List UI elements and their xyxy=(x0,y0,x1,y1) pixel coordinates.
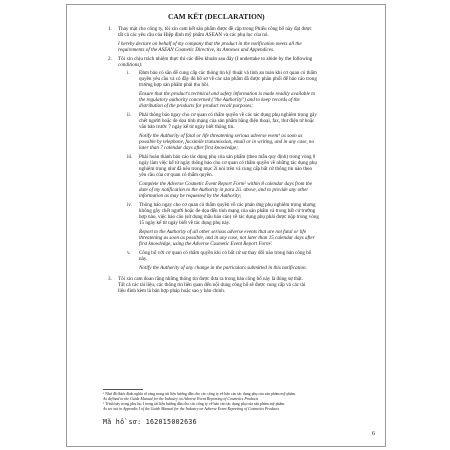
text-line: quyền yêu cầu và có đầy đủ hồ sơ về các sản phẩm đã được phân phối để báo cáo trong xyxy=(139,76,317,82)
footnote-separator xyxy=(103,389,143,390)
text-line: Report to the Authority of all other serious adverse events that are not fatal or life xyxy=(139,229,307,235)
text-line: ² Trình bày trong phụ lục I trong tài liệu hướng dẫn cho các công ty về báo cáo tác dụng phụ của sản phẩm mỹ phẩm. xyxy=(103,402,286,406)
text-line: 1. xyxy=(108,26,112,32)
text-line: tất cả các yêu cầu của Hiệp định mỹ phẩm ASEAN và các phụ lục của nó. xyxy=(118,32,269,38)
document-code: Mã hồ sơ: 162015002636 xyxy=(103,418,197,426)
text-line: later than 7 calendar days after first knowledge; xyxy=(139,145,238,151)
text-line: Phải hoàn thành báo cáo tác dụng phụ của sản phẩm (theo mẫu quy định) trong vòng 8 xyxy=(139,154,316,160)
text-line: yêu cầu của cơ quan có thẩm quyền. xyxy=(139,172,213,178)
text-line: 3. xyxy=(108,276,112,282)
text-line: conditions): xyxy=(118,62,143,68)
text-line: Công bố với cơ quan có thẩm quyền khi có bất cứ sự thay đổi nào trong bản công bố xyxy=(139,250,312,256)
text-line: Thông báo ngay cho cơ quan có thẩm quyền về các phản ứng phụ nghiêm trọng nhưng xyxy=(139,202,316,208)
text-line: Notify the Authority of fatal or life threatening serious adverse event¹ as soon as xyxy=(139,133,303,139)
page-title: CAM KẾT (DECLARATION) xyxy=(168,12,265,21)
text-line: liệu đính kèm là bản hợp pháp hoặc sao y bản chính. xyxy=(118,288,226,294)
text-line: văn bản trước 7 ngày kể từ ngày biết thông tin. xyxy=(139,124,235,130)
text-line: I hereby declare on behalf of my company that the product in the notification meets all the xyxy=(118,41,302,47)
text-line: ngày làm việc kể từ ngày thông báo cho cơ quan có thẩm quyền về những tác dụng phụ xyxy=(139,160,317,166)
text-line: này. xyxy=(139,256,148,262)
text-line: Notify the Authority of any change in the particulars submitted in this notification. xyxy=(139,265,307,271)
text-line: As defined in the Guide Manual for the Industry on Adverse Event Reporting of Cosmetics Products xyxy=(103,397,259,401)
text-line: ii. xyxy=(127,112,132,118)
text-line: nghiêm trọng như đã nêu trong mục 2i nói trên và cung cấp bất cứ thông tin nào theo xyxy=(139,166,313,172)
text-line: Ensure that the product's technical and safety information is made readily available to xyxy=(139,91,316,97)
text-line: Phải thông báo ngay cho cơ quan có thẩm quyền về các tác dụng phụ nghiêm trọng gây xyxy=(139,112,317,118)
text-line: ¹ Như đã được định nghĩa rõ ràng trong tài liệu hướng dẫn cho các công ty về báo cáo tác dụng phụ của sản phẩm mỹ phẩm. xyxy=(103,392,297,396)
text-line: As set out in Appendix I of the Guide Manual for the Industry on Adverse Event Reporting of Cosmetics Products xyxy=(103,407,279,411)
text-line: distribution of the products for product recall purposes; xyxy=(139,103,253,109)
text-line: Complete the Adverse Cosmetic Event Report Form² within 8 calendar days from the xyxy=(139,181,312,187)
text-line: iii. xyxy=(127,154,133,160)
text-line: Tôi xin chịu trách nhiệm thực thi các điều khoản sau đây (I undertake to abide by the following xyxy=(118,56,313,62)
text-line: v. xyxy=(127,250,131,256)
text-line: 15 ngày kể từ ngày biết về tác dụng phụ này. xyxy=(139,220,231,226)
text-line: Đảm bảo có sẵn để cung cấp các thông tin kỹ thuật và tính an toàn khi cơ quan có thẩm xyxy=(139,70,317,76)
text-line: 2. xyxy=(108,56,112,62)
text-line: i. xyxy=(127,70,130,76)
text-line: the regulatory authority concerned ("the Authority") and to keep records of the xyxy=(139,97,300,103)
text-line: requirements of the ASEAN Cosmetic Directive, its Annexes and Appendices. xyxy=(118,47,275,53)
text-line: trường hợp sản phẩm phải thu hồi. xyxy=(139,82,210,88)
text-line: Tôi xin cam đoan rằng những thông tin được đưa ra trong bản công bố này là đúng sự thật. xyxy=(118,276,303,282)
text-line: Tất cả các tài liệu, các thông tin liên quan đến nội dung công bố sẽ được cung cấp và các tài xyxy=(118,282,306,288)
text-line: threatening as soon as possible, and in any case, not later than 15 calendar days after xyxy=(139,235,315,241)
text-line: Thay mặt cho công ty, tôi xin cam kết sản phẩm được đề cập trong Phiếu công bố này đạt được xyxy=(118,26,312,32)
text-line: information as may be requested by the Authority; xyxy=(139,193,242,199)
page-number: 6 xyxy=(372,431,375,437)
text-line: không gây chết người hoặc đe dọa đến tính mạng của sản phẩm và trong bất cứ trường xyxy=(139,208,316,214)
text-line: first knowledge, using the Adverse Cosmetic Event Report Form². xyxy=(139,241,273,247)
text-line: hợp nào, việc báo cáo (sử dụng mẫu báo cáo) về tác dụng phụ phải được nộp trong vòng xyxy=(139,214,319,220)
text-line: chết người hoặc đe dọa tính mạng của sản phẩm bằng điện thoại, fax, thư điện tử hoặc xyxy=(139,118,315,124)
text-line: date of my notification to the Authority in para 2ii. above, and to provide any other xyxy=(139,187,309,193)
text-line: iv. xyxy=(127,202,132,208)
text-line: possible by telephone, facsimile transmission, email or in writing, and in any case, no xyxy=(139,139,315,145)
